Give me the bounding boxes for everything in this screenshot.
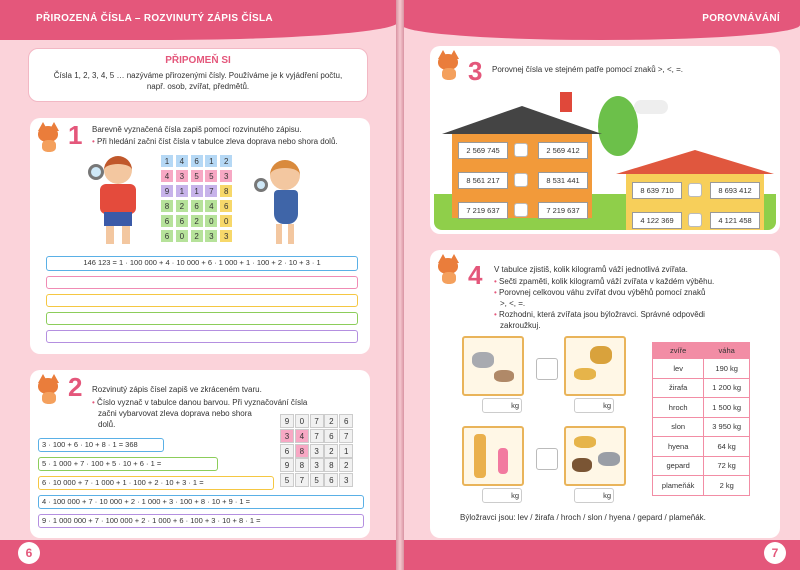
grid-1-cell: 6 xyxy=(160,229,174,243)
grid-2-cell[interactable]: 3 xyxy=(310,458,324,472)
grid-1-cell: 8 xyxy=(219,184,233,198)
task-2-bullet-3: dolů. xyxy=(98,420,116,429)
house-2-number: 4 122 369 xyxy=(632,212,682,229)
cloud-icon xyxy=(634,100,668,114)
lion-icon xyxy=(590,346,612,364)
number-grid-2 xyxy=(280,414,354,488)
task-2-bullet-1: Číslo vyznač v tabulce danou barvou. Při vyznačování čísla xyxy=(97,398,308,407)
grid-1-cell: 1 xyxy=(190,184,204,198)
answer-line-pink[interactable] xyxy=(46,276,358,289)
house-2-number: 8 639 710 xyxy=(632,182,682,199)
tree-icon xyxy=(598,96,638,156)
table-header-weight: váha xyxy=(704,343,750,359)
grid-2-cell[interactable]: 9 xyxy=(280,458,294,472)
house-1-number: 8 561 217 xyxy=(458,172,508,189)
animal-weight-cell: 1 500 kg xyxy=(704,398,750,418)
animal-weight-cell: 1 200 kg xyxy=(704,378,750,398)
grid-2-cell[interactable]: 5 xyxy=(310,473,324,487)
enclosure-lion-cheetah xyxy=(564,336,626,396)
right-footer-bar xyxy=(402,540,800,570)
grid-2-cell[interactable]: 2 xyxy=(339,458,353,472)
grid-2-cell[interactable]: 6 xyxy=(280,444,294,458)
number-grid-1 xyxy=(160,154,234,244)
animal-name-cell: lev xyxy=(653,359,704,379)
hyena-icon xyxy=(572,458,592,472)
grid-1-cell: 3 xyxy=(175,169,189,183)
house-1-compare-box[interactable] xyxy=(514,203,528,217)
grid-2-cell[interactable]: 3 xyxy=(310,444,324,458)
task-4-bullet-1: Sečti zpaměti, kolik kilogramů váží zvířata v každém výběhu. xyxy=(499,277,715,286)
giraffe-icon xyxy=(474,434,486,478)
task-1-example-line: 146 123 = 1 · 100 000 + 4 · 10 000 + 6 · 1 000 + 1 · 100 + 2 · 10 + 3 · 1 xyxy=(46,256,358,271)
hippo-icon xyxy=(598,452,620,466)
animal-name-cell: žirafa xyxy=(653,378,704,398)
grid-2-cell[interactable]: 8 xyxy=(324,458,338,472)
task-3-card xyxy=(430,46,780,234)
left-page xyxy=(0,0,398,570)
equation-4[interactable]: 4 · 100 000 + 7 · 10 000 + 2 · 1 000 + 3 · 100 + 8 · 10 + 9 · 1 = xyxy=(38,495,364,509)
grid-1-cell: 3 xyxy=(219,169,233,183)
table-header-animal: zvíře xyxy=(653,343,704,359)
task-4-bullet-3b: zakroužkuj. xyxy=(500,321,541,330)
table-row xyxy=(653,378,750,398)
equation-2[interactable]: 5 · 1 000 + 7 · 100 + 5 · 10 + 6 · 1 = xyxy=(38,457,218,471)
animal-weight-cell: 64 kg xyxy=(704,437,750,457)
task-3-instruction: Porovnej čísla ve stejném patře pomocí znaků >, <, =. xyxy=(492,65,683,74)
grid-2-cell[interactable]: 4 xyxy=(295,429,309,443)
grid-1-cell: 4 xyxy=(175,154,189,168)
equation-1: 3 · 100 + 6 · 10 + 8 · 1 = 368 xyxy=(38,438,164,452)
right-page-number: 7 xyxy=(764,542,786,564)
grid-1-cell: 1 xyxy=(175,184,189,198)
task-1-bullet: Při hledání začni číst čísla v tabulce zleva doprava nebo shora dolů. xyxy=(97,137,338,146)
grid-1-cell: 6 xyxy=(175,214,189,228)
houses-scene xyxy=(434,90,776,230)
task-2-instruction: Rozvinutý zápis čísel zapiš ve zkráceném tvaru. xyxy=(92,385,262,394)
grid-1-cell: 2 xyxy=(219,154,233,168)
animal-name-cell: gepard xyxy=(653,456,704,476)
house-2-compare-box[interactable] xyxy=(688,213,702,227)
cheetah-icon xyxy=(574,368,596,380)
grid-1-cell: 6 xyxy=(219,199,233,213)
house-2-number: 4 121 458 xyxy=(710,212,760,229)
grid-1-cell: 1 xyxy=(204,154,218,168)
table-row xyxy=(653,476,750,496)
kg-answer-1[interactable]: kg xyxy=(482,398,522,413)
fox-mascot-icon xyxy=(36,122,62,152)
grid-2-cell[interactable]: 2 xyxy=(324,414,338,428)
grid-1-cell: 6 xyxy=(160,214,174,228)
fox-mascot-icon xyxy=(436,50,462,80)
table-row xyxy=(653,456,750,476)
table-row xyxy=(653,398,750,418)
answer-line-purple[interactable] xyxy=(46,330,358,343)
left-footer-bar xyxy=(0,540,398,570)
grid-1-cell: 7 xyxy=(204,184,218,198)
task-1-card: 1 Barevně vyznačená čísla zapiš pomocí rozvinutého zápisu. • Při hledání začni číst čísla v tabulce zleva doprava nebo shora dolů. 1 4 6 1 2 4 3 5 5 3 9 1 1 7 8 8 2 6 4 6 6 6 2 0 0 6 0 2 3 3 146 123 = 1 · 100 000 + 4 · 10 000 + 6 · 1 000 + 1 · 100 + 2 · 10 + 3 · 1 xyxy=(30,118,370,354)
animal-name-cell: hyena xyxy=(653,437,704,457)
cheetah-icon xyxy=(574,436,596,448)
remember-box xyxy=(28,48,368,102)
house-2-number: 8 693 412 xyxy=(710,182,760,199)
grid-2-cell[interactable]: 3 xyxy=(339,473,353,487)
grid-1-cell: 4 xyxy=(204,199,218,213)
grid-1-cell: 5 xyxy=(204,169,218,183)
grid-2-cell[interactable]: 7 xyxy=(339,429,353,443)
animal-weight-cell: 3 950 kg xyxy=(704,417,750,437)
grid-1-cell: 9 xyxy=(160,184,174,198)
grid-1-cell: 6 xyxy=(190,199,204,213)
kg-answer-4[interactable]: kg xyxy=(574,488,614,503)
task-4-number: 4 xyxy=(468,260,483,290)
compare-box-bottom[interactable] xyxy=(536,448,558,470)
kg-answer-2[interactable]: kg xyxy=(574,398,614,413)
grid-2-cell[interactable]: 1 xyxy=(339,444,353,458)
grid-1-cell: 5 xyxy=(190,169,204,183)
grid-2-cell[interactable]: 6 xyxy=(339,414,353,428)
equation-3[interactable]: 6 · 10 000 + 7 · 1 000 + 1 · 100 + 2 · 10 + 3 · 1 = xyxy=(38,476,274,490)
task-4-instruction: V tabulce zjistiš, kolik kilogramů váží jednotlivá zvířata. xyxy=(494,265,688,274)
house-2-compare-box[interactable] xyxy=(688,183,702,197)
task-4-bullet-3: Rozhodni, která zvířata jsou býložravci. Správné odpovědi xyxy=(499,310,705,319)
grid-2-cell[interactable]: 6 xyxy=(324,473,338,487)
grid-2-cell[interactable]: 7 xyxy=(295,473,309,487)
grid-1-cell: 2 xyxy=(190,214,204,228)
left-header-title: PŘIROZENÁ ČÍSLA – ROZVINUTÝ ZÁPIS ČÍSLA xyxy=(36,13,273,24)
right-header-title: POROVNÁVÁNÍ xyxy=(702,13,780,24)
table-row xyxy=(653,437,750,457)
task-1-number: 1 xyxy=(68,120,83,150)
boy-with-magnifier-illustration xyxy=(88,156,148,248)
enclosure-elephant-hyena xyxy=(462,336,524,396)
grid-1-cell: 0 xyxy=(175,229,189,243)
hyena-icon xyxy=(494,370,514,382)
answer-line-yellow[interactable] xyxy=(46,294,358,307)
grid-2-cell[interactable]: 9 xyxy=(280,414,294,428)
grid-1-cell: 4 xyxy=(160,169,174,183)
house-1-number: 7 219 637 xyxy=(458,202,508,219)
left-page-number: 6 xyxy=(18,542,40,564)
animal-name-cell: slon xyxy=(653,417,704,437)
grid-2-cell[interactable]: 2 xyxy=(324,444,338,458)
house-1-number: 8 531 441 xyxy=(538,172,588,189)
house-1-compare-box[interactable] xyxy=(514,173,528,187)
task-4-bullet-2b: >, <, =. xyxy=(500,299,526,308)
table-row xyxy=(653,359,750,379)
book-spine xyxy=(396,0,404,570)
house-1-number: 2 569 745 xyxy=(458,142,508,159)
flamingo-icon xyxy=(498,448,508,474)
task-3-number: 3 xyxy=(468,56,483,86)
grid-2-cell[interactable]: 0 xyxy=(295,414,309,428)
equation-5[interactable]: 9 · 1 000 000 + 7 · 100 000 + 2 · 1 000 + 6 · 100 + 3 · 10 + 8 · 1 = xyxy=(38,514,364,528)
task-4-card: 4 V tabulce zjistiš, kolik kilogramů váží jednotlivá zvířata. • Sečti zpaměti, kolik kilogramů váží zvířata v každém výběhu. • Porovnej celkovou váhu zvířat dvou výběhů pomocí znaků >, <, =. • Rozhodni, která zvířata jsou býložravci. Správné odpovědi zakroužkuj. kg kg kg kg zvíře váha lev 190 kg žirafa 1 200 kg hroch 1 500 kg slon 3 950 kg hyena 64 kg gepard 72 kg plameňák 2 kg Býložravci jsou: lev / žirafa / hroch / slon / hyena / gepard / plameňák. xyxy=(430,250,780,538)
grid-1-cell: 8 xyxy=(160,199,174,213)
elephant-icon xyxy=(472,352,494,368)
compare-box-top[interactable] xyxy=(536,358,558,380)
grid-2-cell[interactable]: 7 xyxy=(310,414,324,428)
grid-1-cell: 2 xyxy=(175,199,189,213)
task-2-card: 2 Rozvinutý zápis čísel zapiš ve zkráceném tvaru. • Číslo vyznač v tabulce danou barvou. Při vyznačování čísla začni vybarvovat zleva doprava nebo shora dolů. 9 0 7 2 6 3 4 7 6 7 6 8 3 2 1 9 8 3 8 2 5 7 5 6 3 3 · 100 + 6 · 10 + 8 · 1 = 368 5 · 1 000 + 7 · 100 + 5 · 10 + 6 · 1 = 6 · 10 000 + 7 · 1 000 + 1 · 100 + 2 · 10 + 3 · 1 = 4 · 100 000 + 7 · 10 000 + 2 · 1 000 + 3 · 100 + 8 · 10 + 9 · 1 = 9 · 1 000 000 + 7 · 100 000 + 2 · 1 000 + 6 · 100 + 3 · 10 + 8 · 1 = xyxy=(30,370,370,538)
grid-1-cell: 2 xyxy=(190,229,204,243)
enclosure-cheetah-hyena-hippo xyxy=(564,426,626,486)
fox-mascot-icon xyxy=(436,254,462,284)
grid-2-cell[interactable]: 6 xyxy=(324,429,338,443)
grid-1-cell: 6 xyxy=(190,154,204,168)
house-1-number: 7 219 637 xyxy=(538,202,588,219)
remember-line-1: Čísla 1, 2, 3, 4, 5 … nazýváme přirozenými čísly. Používáme je k vyjádření počtu, xyxy=(53,71,343,80)
grid-2-cell[interactable]: 3 xyxy=(280,429,294,443)
house-1-number: 2 569 412 xyxy=(538,142,588,159)
grid-2-cell[interactable]: 8 xyxy=(295,444,309,458)
animal-weight-cell: 2 kg xyxy=(704,476,750,496)
grid-1-cell: 1 xyxy=(160,154,174,168)
animal-name-cell: hroch xyxy=(653,398,704,418)
grid-1-cell: 0 xyxy=(219,214,233,228)
task-1-instruction: Barevně vyznačená čísla zapiš pomocí rozvinutého zápisu. xyxy=(92,125,302,134)
herbivores-answer-line[interactable]: Býložravci jsou: lev / žirafa / hroch / slon / hyena / gepard / plameňák. xyxy=(460,513,706,522)
remember-title: PŘIPOMEŇ SI xyxy=(165,55,231,66)
answer-line-green[interactable] xyxy=(46,312,358,325)
task-4-bullet-2: Porovnej celkovou váhu zvířat dvou výběhů pomocí znaků xyxy=(499,288,706,297)
right-header-bar xyxy=(402,0,800,40)
animal-weight-cell: 190 kg xyxy=(704,359,750,379)
animal-weight-cell: 72 kg xyxy=(704,456,750,476)
grid-2-cell[interactable]: 8 xyxy=(295,458,309,472)
grid-2-cell[interactable]: 7 xyxy=(310,429,324,443)
grid-1-cell: 3 xyxy=(204,229,218,243)
enclosure-giraffe-flamingo xyxy=(462,426,524,486)
kg-answer-3[interactable]: kg xyxy=(482,488,522,503)
left-header-bar xyxy=(0,0,398,40)
table-row xyxy=(653,417,750,437)
right-page xyxy=(402,0,800,570)
house-1-compare-box[interactable] xyxy=(514,143,528,157)
task-2-number: 2 xyxy=(68,372,83,402)
grid-1-cell: 3 xyxy=(219,229,233,243)
girl-with-magnifier-illustration xyxy=(260,160,316,250)
weight-table xyxy=(652,342,750,496)
animal-name-cell: plameňák xyxy=(653,476,704,496)
task-2-bullet-2: začni vybarvovat zleva doprava nebo shora xyxy=(98,409,252,418)
fox-mascot-icon xyxy=(36,374,62,404)
grid-2-cell[interactable]: 5 xyxy=(280,473,294,487)
grid-1-cell: 0 xyxy=(204,214,218,228)
remember-line-2: např. osob, zvířat, předmětů. xyxy=(146,82,250,91)
